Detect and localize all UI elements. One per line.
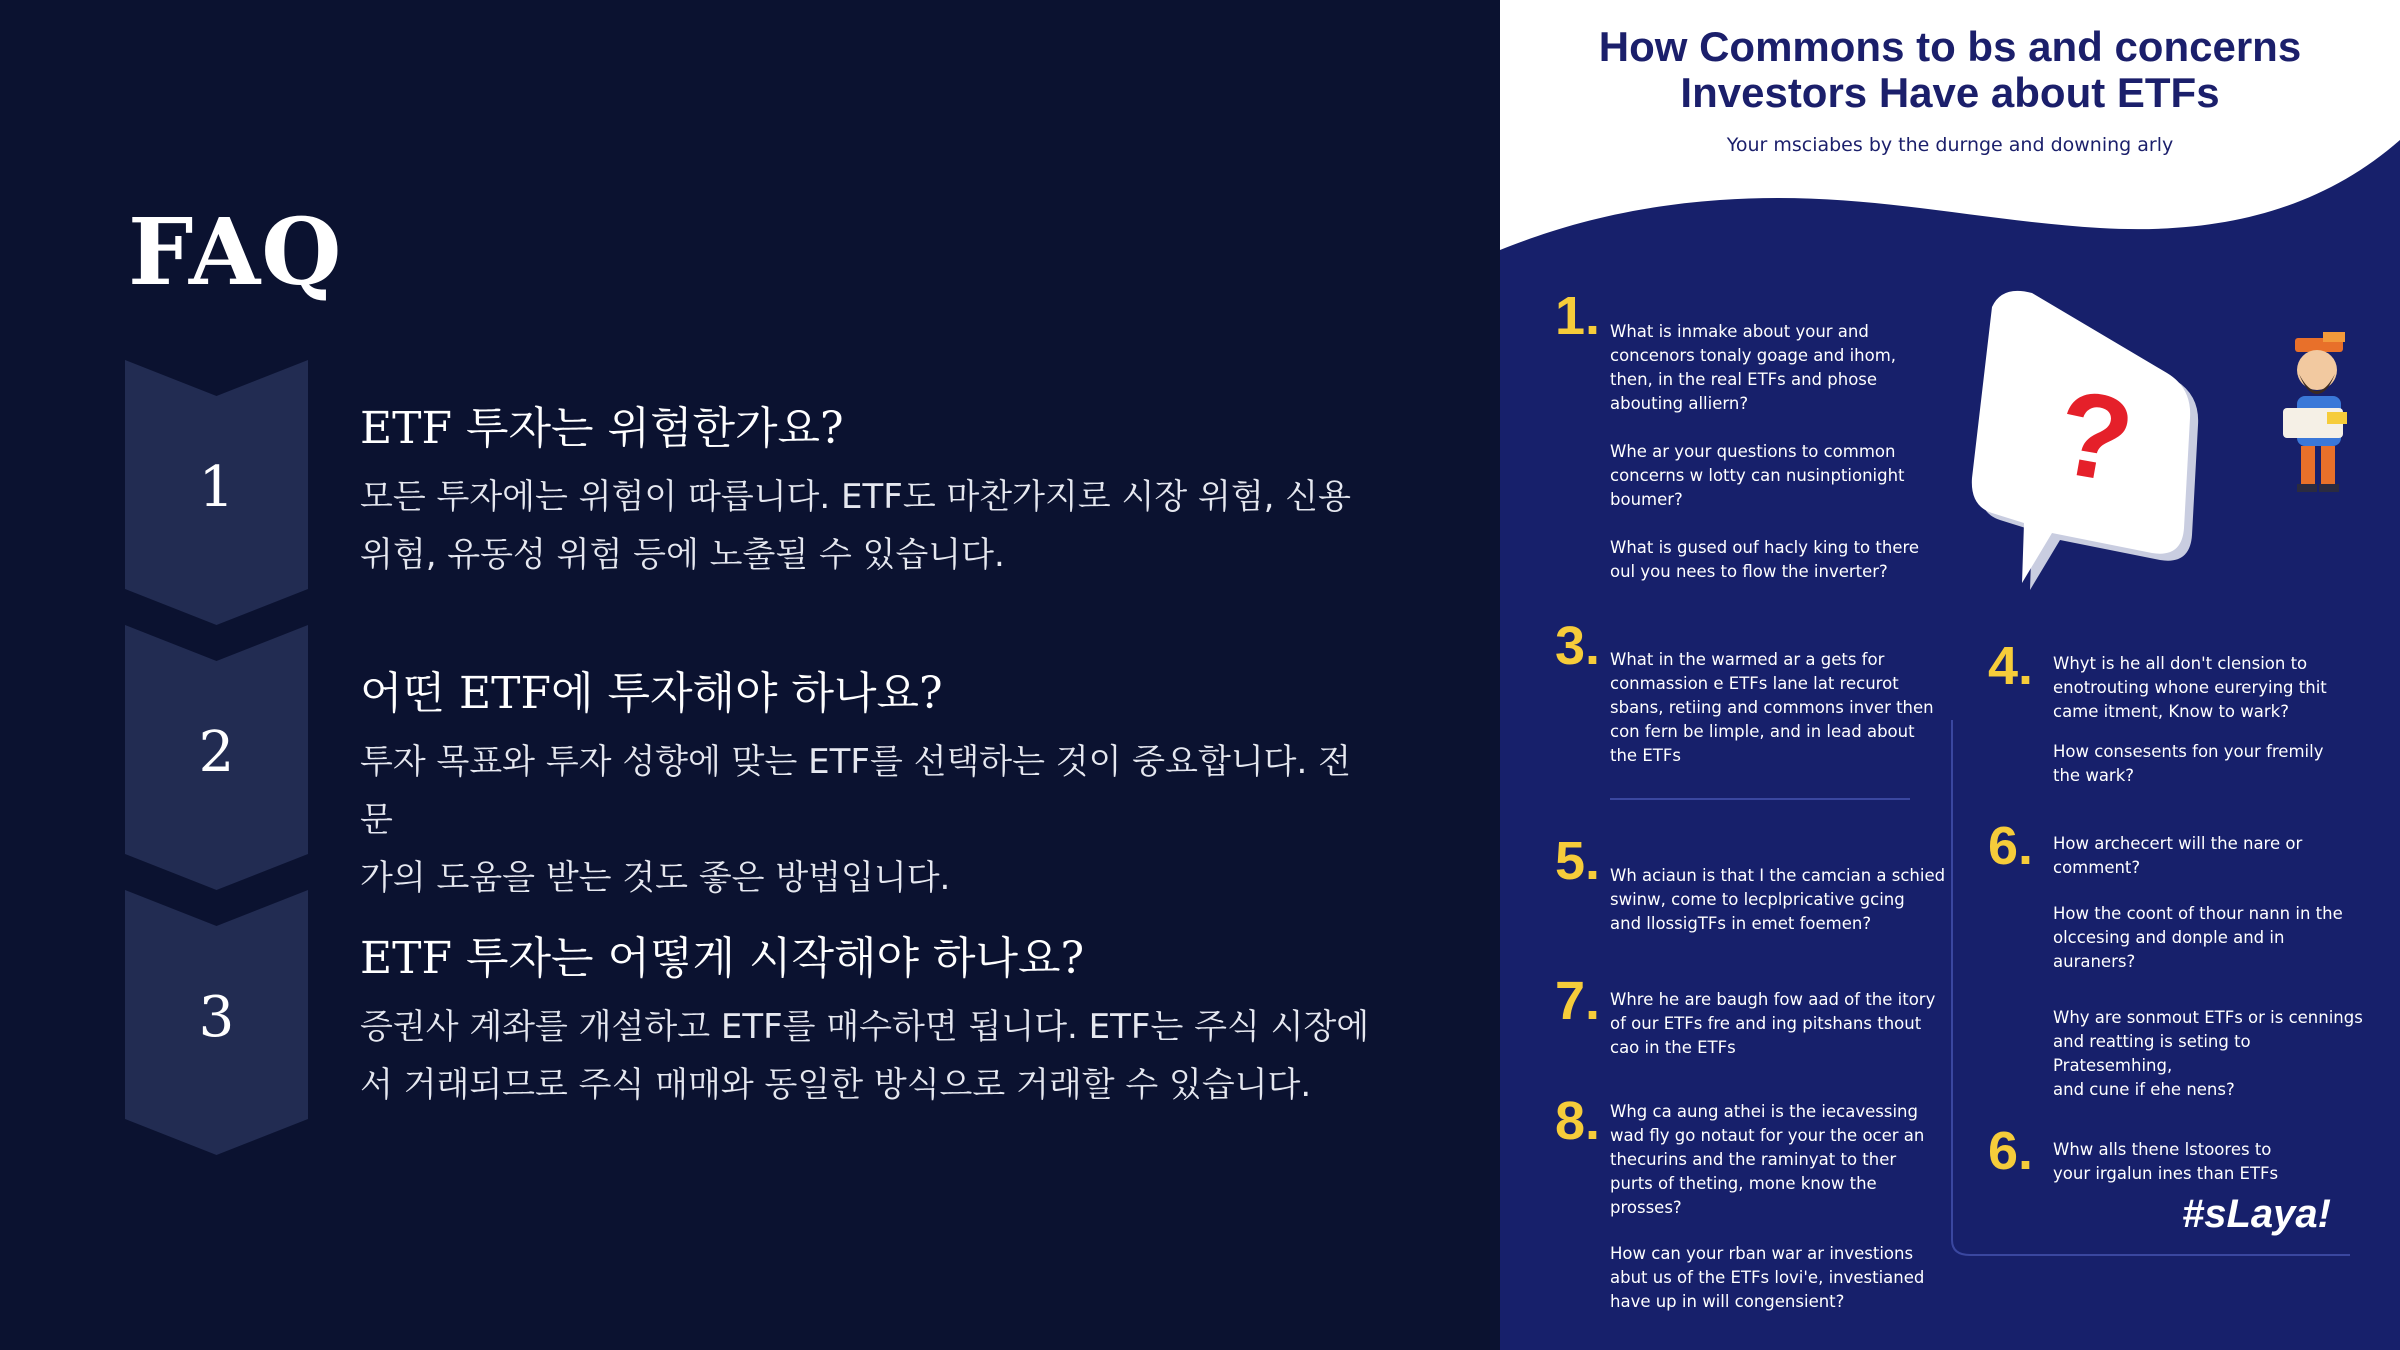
item-line: concerns w lotty can nusinptionight xyxy=(1610,466,1905,485)
item-line: Why are sonmout ETFs or is cennings xyxy=(2053,1008,2363,1027)
title-line: How Commons to bs and concerns xyxy=(1598,23,2302,70)
item-number: 6. xyxy=(1988,816,2034,876)
faq-item-5 xyxy=(1610,864,1950,936)
item-line: What is gused ouf hacly king to there xyxy=(1610,538,1920,557)
item-line: auraners? xyxy=(2053,952,2136,971)
item-line: con fern be limple, and in lead about xyxy=(1610,722,1915,741)
item-line: thecurins and the raminyat to ther xyxy=(1610,1150,1897,1169)
answer-line: 위험, 유동성 위험 등에 노출될 수 있습니다. xyxy=(360,535,1005,575)
step-number: 3 xyxy=(198,985,235,1050)
character-figure-icon xyxy=(2265,330,2375,510)
faq-question-2: 어떤 ETF에 투자해야 하나요? xyxy=(360,668,943,719)
answer-line: 서 거래되므로 주식 매매와 동일한 방식으로 거래할 수 있습니다. xyxy=(360,1065,1312,1105)
item-number: 5. xyxy=(1555,831,1601,891)
item-line: Whre he are baugh fow aad of the itory xyxy=(1610,990,1936,1009)
faq-item-7 xyxy=(1610,988,1950,1060)
answer-line: 투자 목표와 투자 성향에 맞는 ETF를 선택하는 것이 중요합니다. 전문 xyxy=(360,742,1351,840)
item-line: sbans, retiing and commons inver then xyxy=(1610,698,1934,717)
item-number: 3. xyxy=(1555,616,1601,676)
item-line: What in the warmed ar a gets for xyxy=(1610,650,1885,669)
faq-answer-1 xyxy=(360,468,1380,584)
item-line: wad fly go notaut for your the ocer an xyxy=(1610,1126,1925,1145)
faq-answer-2 xyxy=(360,733,1380,907)
item-line: abouting alliern? xyxy=(1610,394,1749,413)
infographic-subtitle: Your msciabes by the durnge and downing arly xyxy=(1726,134,2174,156)
item-line: swinw, come to lecplpricative gcing xyxy=(1610,890,1905,909)
item-line: the wark? xyxy=(2053,766,2135,785)
item-line: comment? xyxy=(2053,858,2141,877)
step-number: 2 xyxy=(198,720,235,785)
faq-item-6 xyxy=(2053,832,2373,1102)
item-line: concenors tonaly goage and ihom, xyxy=(1610,346,1897,365)
item-line: and cune if ehe nens? xyxy=(2053,1080,2235,1099)
item-line: boumer? xyxy=(1610,490,1683,509)
step-chevron-3 xyxy=(125,890,308,1155)
infographic-image xyxy=(1500,0,2400,1350)
item-line: then, in the real ETFs and phose xyxy=(1610,370,1878,389)
faq-item-3 xyxy=(1610,648,1940,768)
item-line: purts of theting, mone know the xyxy=(1610,1174,1877,1193)
item-line: How the coont of thour nann in the xyxy=(2053,904,2343,923)
item-line: Wh aciaun is that I the camcian a schied xyxy=(1610,866,1946,885)
answer-line: 모든 투자에는 위험이 따릅니다. ETF도 마찬가지로 시장 위험, 신용 xyxy=(360,477,1351,517)
item-number: 6. xyxy=(1988,1121,2034,1181)
item-number: 4. xyxy=(1988,636,2034,696)
item-line: Whyt is he all don't clension to xyxy=(2053,654,2308,673)
item-line: the ETFs xyxy=(1610,746,1681,765)
item-number: 1. xyxy=(1555,286,1601,346)
answer-line: 가의 도움을 받는 것도 좋은 방법입니다. xyxy=(360,858,951,898)
item-line: prosses? xyxy=(1610,1198,1682,1217)
item-line: olccesing and donple and in xyxy=(2053,928,2285,947)
item-number: 7. xyxy=(1555,971,1601,1031)
step-number: 1 xyxy=(198,455,235,520)
item-line: Whw alls thene lstoores to xyxy=(2053,1140,2272,1159)
hashtag-watermark: #sLaya! xyxy=(2182,1192,2331,1236)
item-line: your irgalun ines than ETFs xyxy=(2053,1164,2279,1183)
item-line: Whg ca aung athei is the iecavessing xyxy=(1610,1102,1918,1121)
item-line: and reatting is seting to Pratesemhing, xyxy=(2053,1032,2251,1075)
faq-item-4 xyxy=(2053,652,2373,788)
item-line: cao in the ETFs xyxy=(1610,1038,1736,1057)
item-line: oul you nees to flow the inverter? xyxy=(1610,562,1888,581)
svg-text:?: ? xyxy=(2046,364,2143,509)
item-line: How can your rban war ar investions xyxy=(1610,1244,1914,1263)
answer-line: 증권사 계좌를 개설하고 ETF를 매수하면 됩니다. ETF는 주식 시장에 xyxy=(360,1007,1370,1047)
question-bubble-icon xyxy=(1970,285,2210,605)
infographic-title xyxy=(1500,24,2400,116)
faq-item-8 xyxy=(1610,1100,1950,1314)
faq-answer-3 xyxy=(360,998,1380,1114)
title-line: Investors Have about ETFs xyxy=(1680,69,2220,116)
step-chevron-2 xyxy=(125,625,308,890)
item-line: Whe ar your questions to common xyxy=(1610,442,1896,461)
separator-line xyxy=(1610,796,1910,802)
item-line: of our ETFs fre and ing pitshans thout xyxy=(1610,1014,1922,1033)
faq-item-6b xyxy=(2053,1138,2373,1186)
item-line: How consesents fon your fremily xyxy=(2053,742,2324,761)
item-line: have up in will congensient? xyxy=(1610,1292,1845,1311)
item-line: conmassion e ETFs lane lat recurot xyxy=(1610,674,1899,693)
faq-item-1 xyxy=(1610,320,1930,584)
faq-question-3: ETF 투자는 어떻게 시작해야 하나요? xyxy=(360,933,1085,984)
item-number: 8. xyxy=(1555,1091,1601,1151)
item-line: came itment, Know to wark? xyxy=(2053,702,2289,721)
item-line: What is inmake about your and xyxy=(1610,322,1869,341)
item-line: How archecert will the nare or xyxy=(2053,834,2303,853)
item-line: abut us of the ETFs lovi'e, investianed xyxy=(1610,1268,1925,1287)
faq-question-1: ETF 투자는 위험한가요? xyxy=(360,403,844,454)
step-chevron-1 xyxy=(125,360,308,625)
item-line: and llossigTFs in emet foemen? xyxy=(1610,914,1872,933)
faq-title: FAQ xyxy=(128,198,343,306)
item-line: enotrouting whone eurerying thit xyxy=(2053,678,2327,697)
